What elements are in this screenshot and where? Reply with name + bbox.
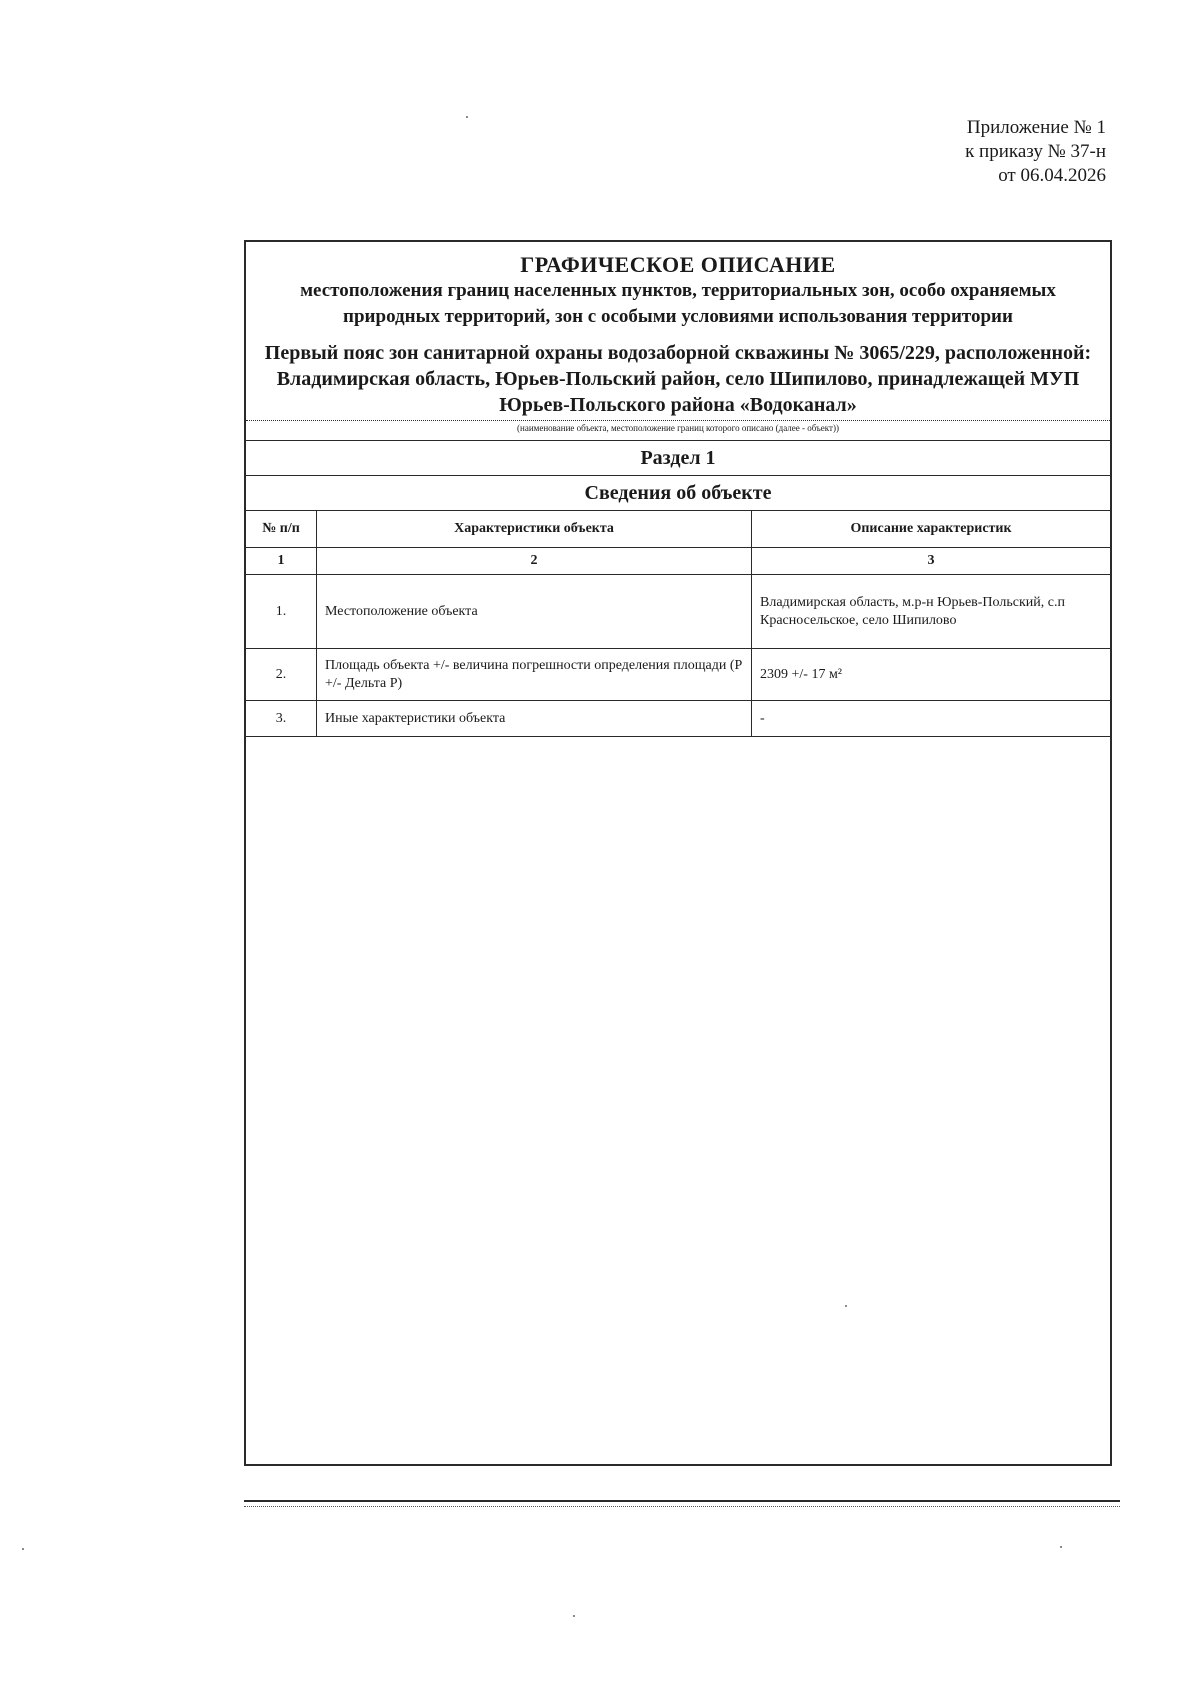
document-subtitle: местоположения границ населенных пунктов, территориальных зон, особо охраняемых природных территорий, зон с особыми условиями использования территории — [300, 280, 1056, 327]
row-number: 1. — [246, 575, 317, 649]
table-row — [246, 575, 1110, 649]
row-characteristic: Площадь объекта +/- величина погрешности определения площади (Р +/- Дельта Р) — [317, 649, 752, 701]
object-name: Первый пояс зон санитарной охраны водозаборной скважины № 3065/229, расположенной: Владимирская область, Юрьев-Польский район, село Шипилово, принадлежащей МУП Юрьев-Польского района «Водоканал» — [264, 342, 1092, 416]
bottom-rule — [244, 1500, 1120, 1502]
row-number: 3. — [246, 701, 317, 737]
row-description: Владимирская область, м.р-н Юрьев-Польский, с.п Красносельское, село Шипилово — [752, 575, 1111, 649]
section-subtitle: Сведения об объекте — [584, 482, 772, 504]
scan-speck — [22, 1548, 24, 1550]
scan-speck — [1060, 1546, 1062, 1548]
column-number: 3 — [752, 548, 1111, 575]
scan-speck — [573, 1615, 575, 1617]
document-title: ГРАФИЧЕСКОЕ ОПИСАНИЕ — [520, 252, 836, 277]
appendix-line-1: Приложение № 1 — [966, 117, 1106, 138]
scan-speck — [845, 1305, 847, 1307]
column-header: Описание характеристик — [752, 511, 1111, 548]
row-characteristic: Иные характеристики объекта — [317, 701, 752, 737]
appendix-line-2: к приказу № 37-н — [965, 141, 1106, 162]
column-number: 1 — [246, 548, 317, 575]
row-number: 2. — [246, 649, 317, 701]
divider — [246, 420, 1110, 421]
document-frame — [244, 240, 1112, 1466]
appendix-note — [965, 116, 1106, 188]
table-row — [246, 649, 1110, 701]
title-block — [246, 242, 1110, 418]
column-number: 2 — [317, 548, 752, 575]
column-header: № п/п — [246, 511, 317, 548]
scan-speck — [466, 116, 468, 118]
section-title: Раздел 1 — [640, 447, 716, 469]
row-description: 2309 +/- 17 м² — [752, 649, 1111, 701]
table-row — [246, 701, 1110, 737]
row-description: - — [752, 701, 1111, 737]
object-caption: (наименование объекта, местоположение границ которого описано (далее - объект)) — [517, 423, 839, 433]
object-info-table — [246, 511, 1110, 737]
column-header: Характеристики объекта — [317, 511, 752, 548]
column-number-row — [246, 548, 1110, 575]
bottom-rule-dotted — [244, 1506, 1120, 1507]
row-characteristic: Местоположение объекта — [317, 575, 752, 649]
appendix-line-3: от 06.04.2026 — [998, 165, 1106, 186]
table-header-row — [246, 511, 1110, 548]
